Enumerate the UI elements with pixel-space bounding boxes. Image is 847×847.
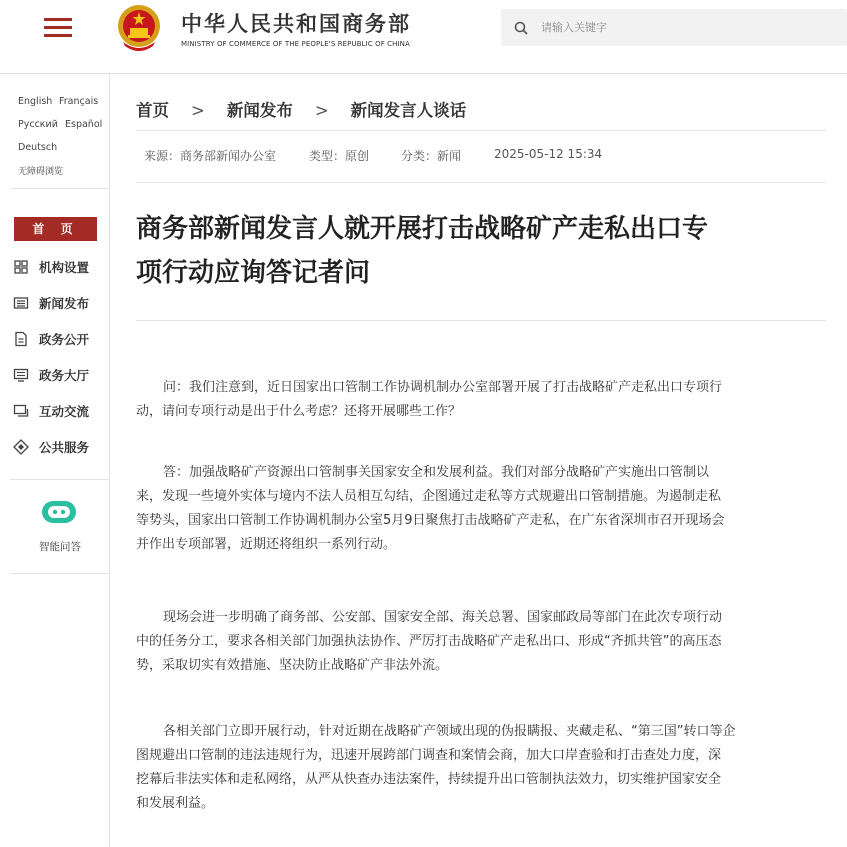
org-grid-icon [13,259,29,275]
breadcrumb-news-link[interactable]: 新闻发布 [226,101,293,120]
site-header [0,0,847,74]
paragraph-line: 动，请问专项行动是出于什么考虑？还将开展哪些工作？ [136,404,462,419]
search-icon[interactable] [514,21,528,35]
meta-source: 来源：商务部新闻办公室 [144,149,277,163]
nav-item-label: 机构设置 [39,260,90,275]
paragraph-line: 等势头，国家出口管制工作协调机制办公室5月9日聚焦打击战略矿产走私，在广东省深圳市召开现场会 [136,513,725,528]
monitor-list-icon [13,367,29,383]
nav-item-label: 政务公开 [39,332,90,347]
left-sidebar [0,74,110,847]
article-paragraph-4 [136,720,826,816]
ai-assistant-button[interactable] [10,494,110,574]
nav-item-interaction[interactable] [12,399,107,423]
paragraph-line: 问：我们注意到，近日国家出口管制工作协调机制办公室部署开展了打击战略矿产走私出口专项行 [163,380,723,395]
main-nav [10,204,110,480]
lang-spanish-link[interactable]: Español [65,119,103,130]
paragraph-line: 各相关部门立即开展行动，针对近期在战略矿产领域出现的伪报瞒报、夹藏走私、“第三国”转口等企 [163,724,736,739]
robot-chat-icon [41,500,77,526]
article-paragraph-question [136,376,826,424]
ministry-name-cn: 中华人民共和国商务部 [181,12,411,36]
paragraph-line: 并作出专项部署，近期还将组织一系列行动。 [136,537,397,552]
paragraph-line: 现场会进一步明确了商务部、公安部、国家安全部、海关总署、国家邮政局等部门在此次专项行动 [163,610,723,625]
chat-icon [13,403,29,419]
article-paragraph-answer [136,461,826,557]
nav-item-service-hall[interactable] [12,363,107,387]
ai-assistant-label: 智能问答 [39,541,81,553]
nav-item-news[interactable] [12,291,107,315]
services-icon [13,439,29,455]
lang-german-link[interactable]: Deutsch [18,142,58,153]
title-line: 商务部新闻发言人就开展打击战略矿产走私出口专 [136,214,709,244]
nav-item-government-affairs[interactable] [12,327,107,351]
breadcrumb-separator: > [191,101,205,120]
search-input[interactable] [541,9,831,46]
article-paragraph-3 [136,606,826,678]
article-title [136,207,826,295]
national-emblem-logo[interactable] [113,2,165,54]
paragraph-line: 势，采取切实有效措施、坚决防止战略矿产非法外流。 [136,658,449,673]
nav-item-public-service[interactable] [12,435,107,459]
nav-item-label: 互动交流 [39,404,90,419]
language-switcher [10,74,110,189]
breadcrumb-current-link[interactable]: 新闻发言人谈话 [350,101,467,120]
nav-item-label: 政务大厅 [39,368,90,383]
paragraph-line: 和发展利益。 [136,796,215,811]
nav-item-organization[interactable] [12,255,107,279]
nav-home-button[interactable]: 首 页 [14,217,97,241]
nav-item-label: 公共服务 [39,440,90,455]
meta-type: 类型：原创 [309,149,370,163]
paragraph-line: 答：加强战略矿产资源出口管制事关国家安全和发展利益。我们对部分战略矿产实施出口管制以 [163,465,710,480]
menu-icon[interactable] [44,16,72,38]
lang-french-link[interactable]: Français [59,96,99,107]
article-meta [136,130,826,183]
search-box [501,9,847,46]
accessible-browsing-link[interactable]: 无障碍浏览 [18,167,64,177]
paragraph-line: 图规避出口管制的违法违规行为，迅速开展跨部门调查和案情会商，加大口岸查验和打击查处力度，深 [136,748,722,763]
breadcrumb-separator: > [314,101,329,120]
lang-english-link[interactable]: English [18,96,53,107]
paragraph-line: 中的任务分工，要求各相关部门加强执法协作、严厉打击战略矿产走私出口、形成“齐抓共管”的高压态 [136,634,722,649]
news-icon [13,295,29,311]
title-divider [136,320,826,321]
document-icon [13,331,29,347]
title-line: 项行动应询答记者问 [136,258,371,288]
meta-category: 分类：新闻 [401,149,462,163]
breadcrumb [136,97,466,125]
lang-russian-link[interactable]: Русский [18,119,58,130]
paragraph-line: 来，发现一些境外实体与境内不法人员相互勾结，企图通过走私等方式规避出口管制措施。为遏制走私 [136,489,722,504]
meta-datetime: 2025-05-12 15:34 [494,147,603,161]
paragraph-line: 挖幕后非法实体和走私网络，从严从快查办违法案件，持续提升出口管制执法效力，切实维护国家安全 [136,772,722,787]
breadcrumb-home-link[interactable]: 首页 [136,101,169,120]
nav-item-label: 新闻发布 [39,296,90,311]
ministry-name-en: MINISTRY OF COMMERCE OF THE PEOPLE'S REPUBLIC OF CHINA [181,40,410,48]
